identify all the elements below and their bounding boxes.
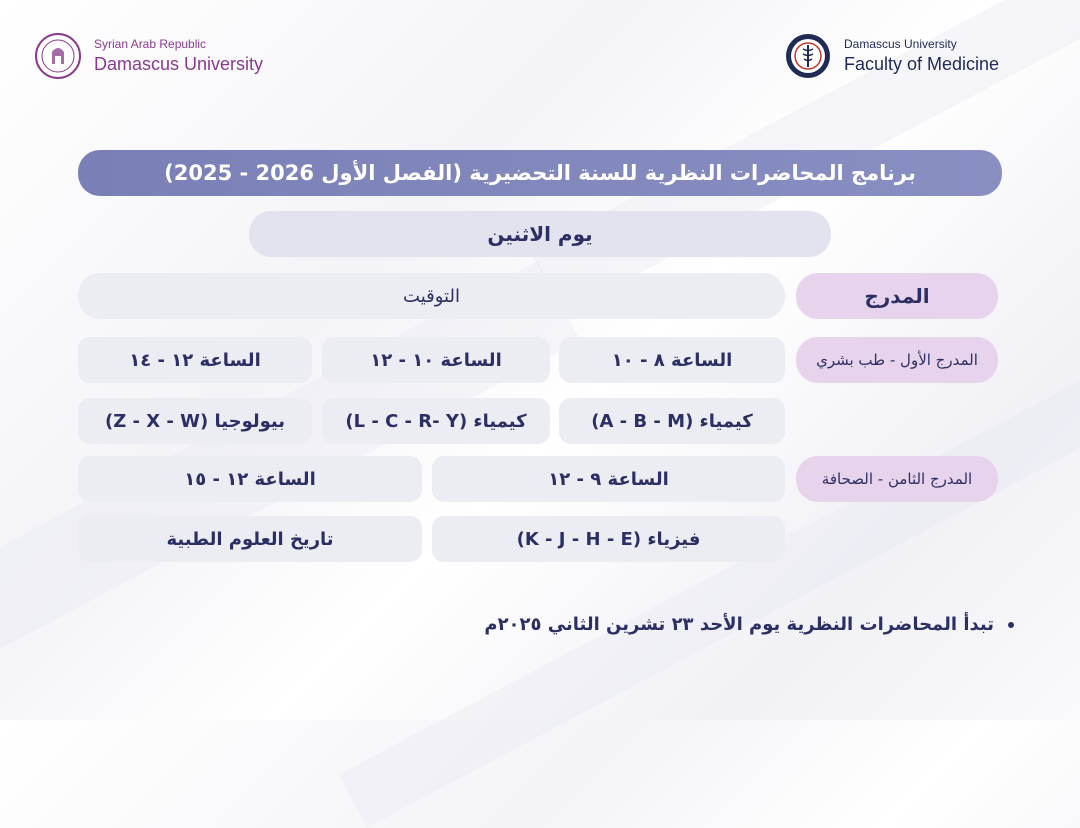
subject-cell: تاريخ العلوم الطبية bbox=[78, 516, 422, 562]
bullet-icon bbox=[1008, 622, 1014, 628]
time-cell: الساعة ٨ - ١٠ bbox=[559, 337, 785, 383]
start-date-note bbox=[484, 614, 1014, 635]
left-logo-line1: Syrian Arab Republic bbox=[94, 37, 207, 51]
medical-caduceus-icon bbox=[784, 32, 832, 80]
time-cell: الساعة ١٢ - ١٤ bbox=[78, 337, 312, 383]
day-heading: يوم الاثنين bbox=[249, 211, 831, 257]
subject-cell: فيزياء (K - J - H - E) bbox=[432, 516, 785, 562]
university-seal-icon bbox=[34, 32, 82, 80]
time-cell: الساعة ١٢ - ١٥ bbox=[78, 456, 422, 502]
right-logo-line1: Damascus University bbox=[844, 37, 957, 51]
subject-cell: كيمياء (A - B - M) bbox=[559, 398, 785, 444]
left-logo-line2: Damascus University bbox=[94, 54, 264, 74]
note-text: تبدأ المحاضرات النظرية يوم الأحد ٢٣ تشرين الثاني ٢٠٢٥م bbox=[484, 614, 994, 635]
time-cell: الساعة ٩ - ١٢ bbox=[432, 456, 785, 502]
hall-column-header: المدرج bbox=[796, 273, 998, 319]
hall-cell: المدرج الأول - طب بشري bbox=[796, 337, 998, 383]
subject-cell: بيولوجيا (Z - X - W) bbox=[78, 398, 312, 444]
time-column-header: التوقيت bbox=[78, 273, 785, 319]
faculty-of-medicine-logo bbox=[784, 32, 999, 80]
damascus-university-logo bbox=[34, 32, 263, 80]
subject-cell: كيمياء (L - C - R- Y) bbox=[322, 398, 550, 444]
hall-cell: المدرج الثامن - الصحافة bbox=[796, 456, 998, 502]
right-logo-line2: Faculty of Medicine bbox=[844, 54, 1000, 74]
time-cell: الساعة ١٠ - ١٢ bbox=[322, 337, 550, 383]
schedule-title: برنامج المحاضرات النظرية للسنة التحضيرية (الفصل الأول 2026 - 2025) bbox=[78, 150, 1002, 196]
